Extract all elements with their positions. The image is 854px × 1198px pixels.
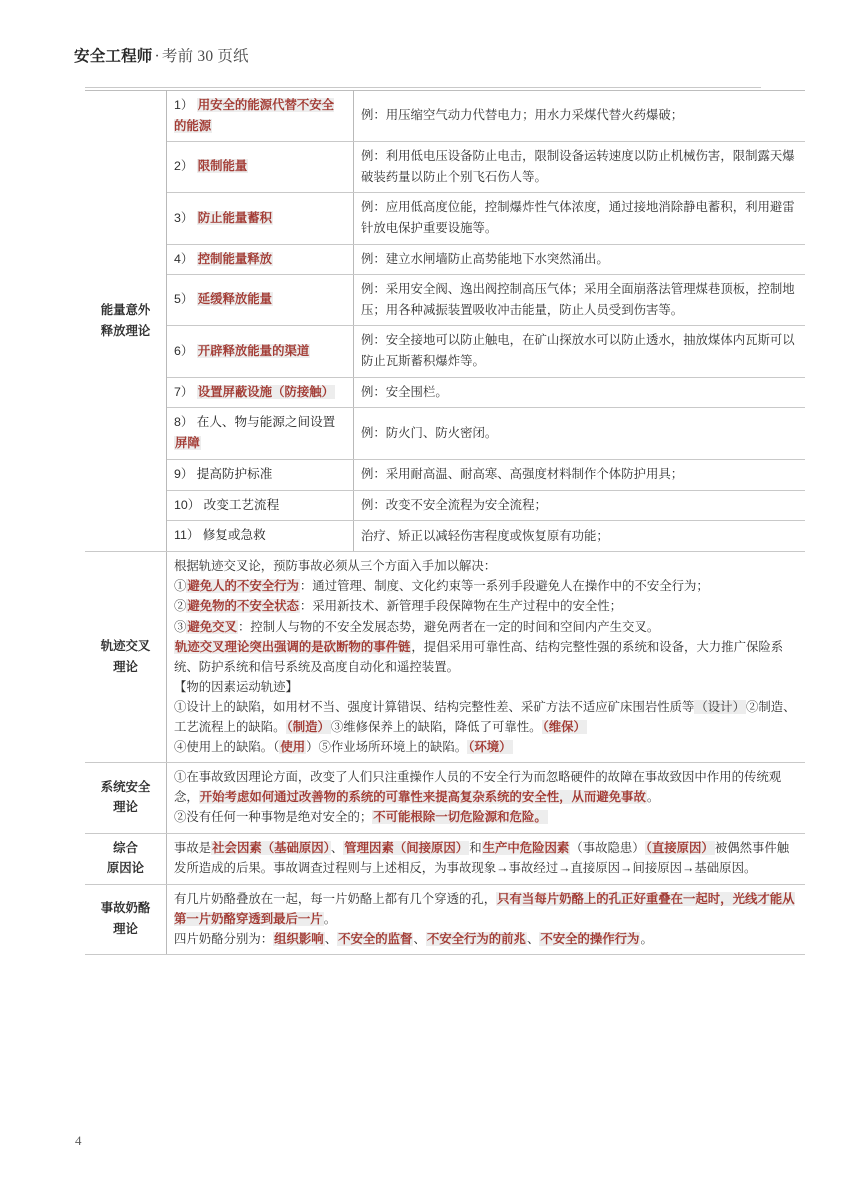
highlighted-key-term: 开始考虑如何通过改善物的系统的可靠性来提高复杂系统的安全性，从而避免事故 xyxy=(199,790,646,805)
table-row xyxy=(85,521,805,552)
section-label-line: 释放理论 xyxy=(100,323,151,338)
highlighted-key-term: 避免人的不安全行为 xyxy=(187,579,299,594)
measure-item-cell xyxy=(167,490,354,521)
item-number: 1） xyxy=(174,98,197,112)
section-label-line: 理论 xyxy=(113,921,138,936)
highlighted-key-term: 避免物的不安全状态 xyxy=(187,599,299,614)
highlighted-key-term: 防止能量蓄积 xyxy=(197,210,273,225)
section-label-line: 原因论 xyxy=(106,861,145,876)
body-text: 有几片奶酪叠放在一起，每一片奶酪上都有几个穿透的孔， xyxy=(174,891,497,906)
body-paragraph xyxy=(174,929,798,949)
example-description-cell: 例：利用低电压设备防止电击，限制设备运转速度以防止机械伤害，限制露天爆破装药量以防止个别飞石伤人等。 xyxy=(354,142,806,193)
example-description-cell: 例：采用耐高温、耐高寒、高强度材料制作个体防护用具； xyxy=(354,459,806,490)
content-table-wrapper xyxy=(85,90,796,955)
measure-item-cell xyxy=(167,91,354,142)
body-paragraph xyxy=(174,889,798,929)
body-paragraph xyxy=(174,737,798,757)
body-text: ② xyxy=(174,599,187,614)
highlighted-key-term: 只有当每片奶酪上的孔正好重叠在一起时，光线才能从第一片奶酪穿透到最后一片 xyxy=(174,891,795,926)
section-label-line: 理论 xyxy=(113,800,138,815)
measure-item-cell xyxy=(167,459,354,490)
body-text: 。 xyxy=(640,931,653,946)
body-paragraph xyxy=(174,596,798,616)
body-text: 、 xyxy=(413,931,426,946)
table-row xyxy=(85,763,805,833)
section-body-cell xyxy=(167,552,806,763)
body-text: 【物的因素运动轨迹】 xyxy=(174,679,298,694)
highlighted-key-term: （环境） xyxy=(468,740,512,755)
body-text: ④使用上的缺陷。（ xyxy=(174,740,280,755)
header-separator: · xyxy=(154,48,160,65)
item-number: 9） xyxy=(174,466,197,481)
item-text: 提高防护标准 xyxy=(196,466,273,481)
measure-item-cell xyxy=(167,193,354,244)
section-body-cell xyxy=(167,884,806,954)
example-description-cell: 例：安全围栏。 xyxy=(354,377,806,408)
body-text: ：控制人与物的不安全发展态势，避免两者在一定的时间和空间内产生交叉。 xyxy=(237,619,660,634)
highlighted-key-term: （维保） xyxy=(542,720,586,735)
measure-item-cell xyxy=(167,326,354,377)
section-label xyxy=(85,884,167,954)
body-text: 事故是 xyxy=(174,841,212,855)
body-text: ）⑤作业场所环境上的缺陷。 xyxy=(306,740,468,755)
highlighted-key-term: 设置屏蔽设施（防接触） xyxy=(197,384,335,399)
highlighted-key-term: （制造） xyxy=(286,720,330,735)
table-row xyxy=(85,142,805,193)
table-row xyxy=(85,244,805,275)
body-paragraph xyxy=(174,576,798,596)
highlighted-key-term: 控制能量释放 xyxy=(197,251,273,266)
example-description-cell: 治疗、矫正以减轻伤害程度或恢复原有功能； xyxy=(354,521,806,552)
table-row xyxy=(85,326,805,377)
header-title-rest: 考前 30 页纸 xyxy=(161,48,249,65)
highlighted-key-term: 不安全的监督 xyxy=(338,931,413,946)
highlighted-key-term: 不安全行为的前兆 xyxy=(426,931,526,946)
highlighted-key-term: 不安全的操作行为 xyxy=(540,931,640,946)
example-description-cell: 例：采用安全阀、逸出阀控制高压气体；采用全面崩落法管理煤巷顶板，控制地压；用各种减振装置吸收冲击能量，防止人员受到伤害等。 xyxy=(354,275,806,326)
table-row xyxy=(85,459,805,490)
measure-item-cell xyxy=(167,142,354,193)
body-text: ③维修保养上的缺陷，降低了可靠性。 xyxy=(330,720,542,735)
page-number: 4 xyxy=(75,1133,82,1148)
section-body-cell xyxy=(167,763,806,833)
highlighted-key-term: （直接原因） xyxy=(645,841,714,855)
body-paragraph xyxy=(174,767,798,807)
measure-item-cell xyxy=(167,244,354,275)
example-description-cell: 例：改变不安全流程为安全流程； xyxy=(354,490,806,521)
measure-item-cell xyxy=(167,521,354,552)
highlighted-text: （设计） xyxy=(695,699,745,714)
example-description-cell: 例：用压缩空气动力代替电力；用水力采煤代替火药爆破； xyxy=(354,91,806,142)
accident-theory-table xyxy=(85,90,805,955)
measure-item-cell xyxy=(167,275,354,326)
body-text: ：通过管理、制度、文化约束等一系列手段避免人在操作中的不安全行为； xyxy=(299,579,709,594)
item-number: 4） xyxy=(174,251,197,266)
highlighted-key-term: 生产中危险因素 xyxy=(482,841,570,855)
highlighted-key-term: 用安全的能源代替不安全的能源 xyxy=(174,98,335,133)
item-number: 8） xyxy=(174,415,197,430)
item-text: 修复或急救 xyxy=(202,528,266,543)
body-text: 。 xyxy=(646,790,660,805)
section-label xyxy=(85,552,167,763)
section-label-line: 理论 xyxy=(113,659,138,674)
body-paragraph xyxy=(174,697,798,737)
example-description-cell: 例：防火门、防火密闭。 xyxy=(354,408,806,459)
section-label-line: 能量意外 xyxy=(100,303,151,318)
item-number: 6） xyxy=(174,343,197,358)
section-label-line: 事故奶酪 xyxy=(100,901,151,916)
table-row xyxy=(85,833,805,884)
highlighted-key-term: 使用 xyxy=(280,740,306,755)
item-number: 10） xyxy=(174,497,204,512)
table-top-rule xyxy=(85,87,761,88)
body-text: 根据轨迹交叉论，预防事故必须从三个方面入手加以解决： xyxy=(174,559,497,574)
body-paragraph xyxy=(174,637,798,677)
item-number: 11） xyxy=(174,528,203,543)
measure-item-cell xyxy=(167,408,354,459)
header-title-strong: 安全工程师 xyxy=(74,48,153,65)
body-paragraph xyxy=(174,556,798,576)
highlighted-key-term: 轨迹交叉理论突出强调的是砍断物的事件链 xyxy=(175,639,411,654)
item-text: 改变工艺流程 xyxy=(203,497,280,512)
item-number: 5） xyxy=(174,292,197,307)
body-paragraph xyxy=(174,807,798,827)
body-text: 、 xyxy=(324,931,338,946)
body-text: 被偶然事件触发所造成的后果。事故调查过程则与上述相反，为事故现象→事故经过→直接原因→间接原因→基础原因。 xyxy=(174,841,790,876)
measure-item-cell xyxy=(167,377,354,408)
section-label xyxy=(85,91,167,552)
highlighted-key-term: 管理因素（间接原因） xyxy=(344,841,469,855)
section-label-line: 综合 xyxy=(113,840,138,855)
table-row xyxy=(85,884,805,954)
body-paragraph xyxy=(174,617,798,637)
table-row xyxy=(85,552,805,763)
body-text: ①设计上的缺陷，如用材不当、强度计算错误、结构完整性差、采矿方法不适应矿床围岩性质等 xyxy=(174,699,695,714)
body-text: ① xyxy=(174,579,187,594)
highlighted-key-term: 限制能量 xyxy=(197,159,248,174)
example-description-cell: 例：应用低高度位能，控制爆炸性气体浓度，通过接地消除静电蓄积，利用避雷针放电保护重要设施等。 xyxy=(354,193,806,244)
item-text: 在人、物与能源之间设置 xyxy=(196,415,336,430)
section-label xyxy=(85,833,167,884)
body-text: 、 xyxy=(526,931,540,946)
section-label-line: 轨迹交叉 xyxy=(100,639,151,654)
highlighted-key-term: 开辟释放能量的渠道 xyxy=(197,343,310,358)
table-row xyxy=(85,91,805,142)
body-text: 和 xyxy=(469,841,482,855)
body-text: ②制造、工艺流程上的缺陷。 xyxy=(174,699,796,735)
example-description-cell: 例：建立水闸墙防止高势能地下水突然涌出。 xyxy=(354,244,806,275)
body-paragraph xyxy=(174,838,798,878)
item-number: 2） xyxy=(174,159,197,174)
highlighted-key-term: 屏障 xyxy=(175,436,200,451)
body-text: ：采用新技术、新管理手段保障物在生产过程中的安全性； xyxy=(299,599,623,614)
body-text: ，提倡采用可靠性高、结构完整性强的系统和设备，大力推广保险系统、防护系统和信号系统及高度自动化和遥控装置。 xyxy=(174,639,784,674)
highlighted-key-term: 不可能根除一切危险源和危险。 xyxy=(373,810,547,825)
item-number: 3） xyxy=(174,210,197,225)
table-row xyxy=(85,193,805,244)
body-text: ③ xyxy=(174,619,187,634)
section-label-line: 系统安全 xyxy=(100,779,151,794)
body-text: ①在事故致因理论方面，改变了人们只注重操作人员的不安全行为而忽略硬件的故障在事故致因中作用的传统观念， xyxy=(174,770,782,805)
body-text: ②没有任何一种事物是绝对安全的； xyxy=(174,810,373,825)
table-row xyxy=(85,408,805,459)
body-text: 、 xyxy=(330,841,344,855)
example-description-cell: 例：安全接地可以防止触电，在矿山探放水可以防止透水，抽放煤体内瓦斯可以防止瓦斯蓄积爆炸等。 xyxy=(354,326,806,377)
highlighted-key-term: 社会因素（基础原因） xyxy=(212,841,330,855)
body-text: 。 xyxy=(323,911,337,926)
table-row xyxy=(85,377,805,408)
highlighted-key-term: 组织影响 xyxy=(274,931,324,946)
section-label xyxy=(85,763,167,833)
table-row xyxy=(85,275,805,326)
table-row xyxy=(85,490,805,521)
body-text: 四片奶酪分别为： xyxy=(174,931,274,946)
running-header xyxy=(74,44,249,66)
item-number: 7） xyxy=(174,384,197,399)
body-text: （事故隐患） xyxy=(570,841,645,855)
body-paragraph xyxy=(174,677,798,697)
section-body-cell xyxy=(167,833,806,884)
highlighted-key-term: 避免交叉 xyxy=(187,619,237,634)
highlighted-key-term: 延缓释放能量 xyxy=(197,292,273,307)
